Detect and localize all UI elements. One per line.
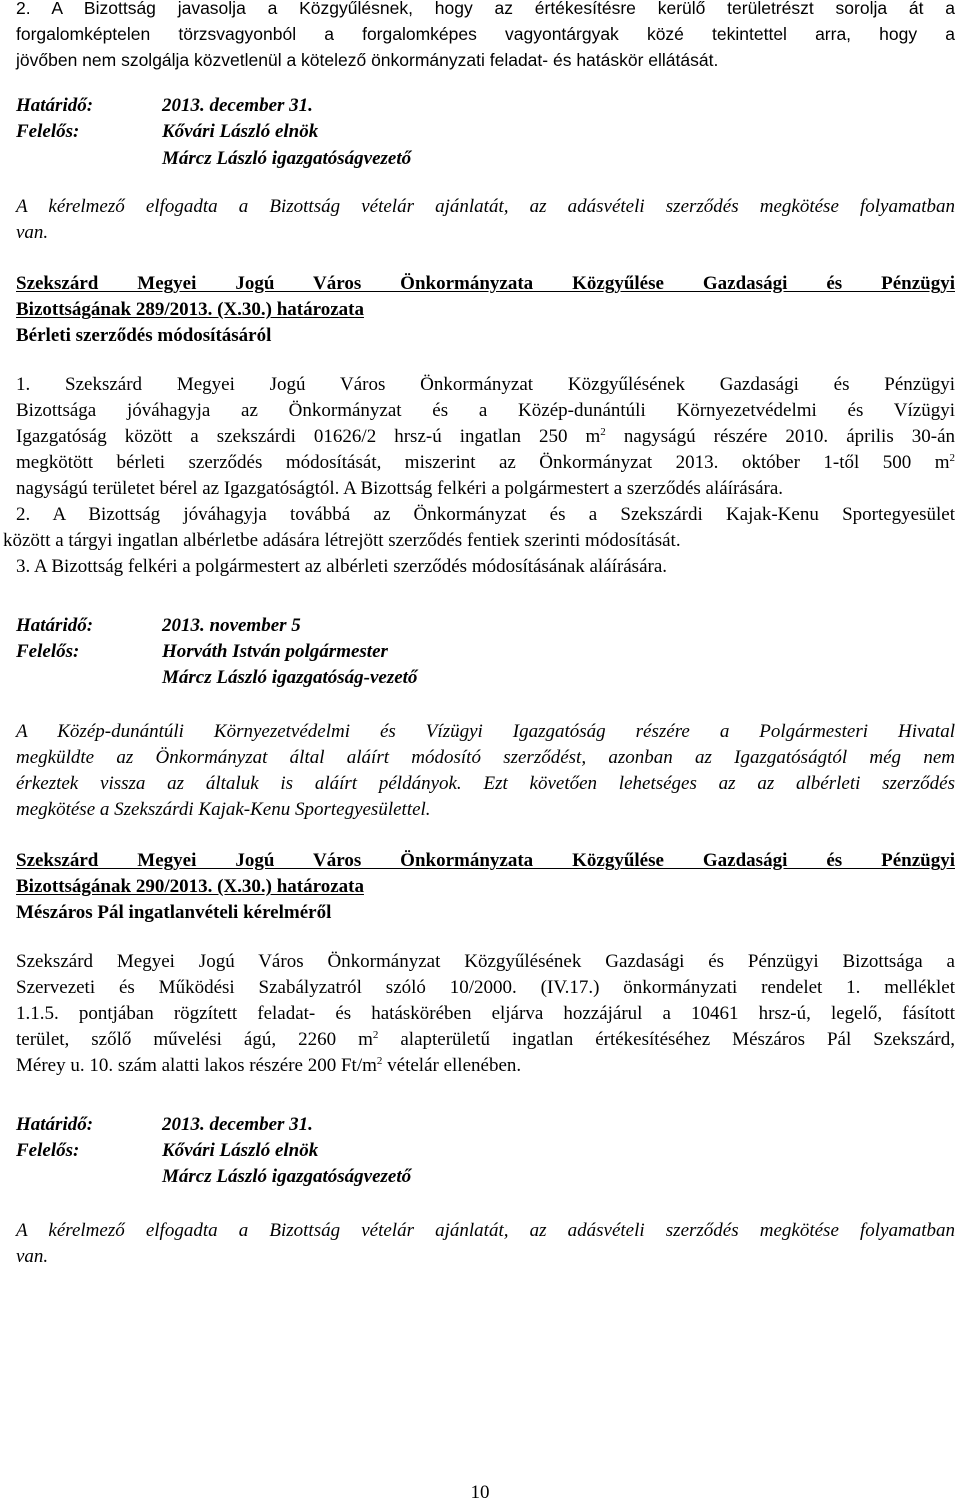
paragraph-line: 1.1.5. pontjában rögzített feladat- és hatáskörében eljárva hozzájárul a 10461 hrsz-ú, legelő, fásított xyxy=(16,1003,955,1024)
deadline-row xyxy=(16,1112,955,1138)
deadline-row xyxy=(16,93,955,119)
note-line: A Közép-dunántúli Környezetvédelmi és Vízügyi Igazgatóság részére a Polgármesteri Hivatal xyxy=(16,721,955,742)
paragraph-line: terület, szőlő művelési ágú, 2260 $m^2$ alapterületű ingatlan értékesítéséhez Mészáros Pál Szekszárd, xyxy=(16,1029,955,1050)
deadline-row xyxy=(16,613,955,639)
paragraph-line: Bizottsága jóváhagyja az Önkormányzat és a Közép-dunántúli Környezetvédelmi és Vízügyi xyxy=(16,400,955,421)
responsible-person: Kővári László elnök xyxy=(162,1140,319,1161)
paragraph-line: 1. Szekszárd Megyei Jogú Város Önkormányzat Közgyűlésének Gazdasági és Pénzügyi xyxy=(16,374,955,395)
paragraph-line: Szervezeti és Működési Szabályzatról szóló 10/2000. (IV.17.) önkormányzati rendelet 1. melléklet xyxy=(16,977,955,998)
paragraph-line: megkötött bérleti szerződés módosítását, miszerint az Önkormányzat 2013. október 1-től 500 $m^2$ xyxy=(16,452,955,473)
resolution-header: Bizottságának 290/2013. (X.30.) határozata xyxy=(16,876,364,897)
deadline-label: Határidő: xyxy=(16,1114,94,1135)
note-line: megkötése a Szekszárdi Kajak-Kenu Sportegyesülettel. xyxy=(16,799,431,820)
responsible-row xyxy=(16,639,955,665)
deadline-date: 2013. december 31. xyxy=(162,95,313,116)
paragraph-line: Igazgatóság között a szekszárdi 01626/2 hrsz-ú ingatlan 250 $m^2$ nagyságú részére 2010. április 30-án xyxy=(16,426,956,447)
note-line: A kérelmező elfogadta a Bizottság vételár ajánlatát, az adásvételi szerződés megkötése folyamatban xyxy=(16,1220,955,1241)
page-number: 10 xyxy=(470,1482,490,1503)
deadline-date: 2013. december 31. xyxy=(162,1114,313,1135)
responsible-person: Kővári László elnök xyxy=(162,121,319,142)
deadline-label: Határidő: xyxy=(16,615,94,636)
deadline-label: Határidő: xyxy=(16,95,94,116)
resolution-header: Bizottságának 289/2013. (X.30.) határozata xyxy=(16,299,364,320)
responsible-label: Felelős: xyxy=(16,121,80,142)
resolution-header: Szekszárd Megyei Jogú Város Önkormányzata Közgyűlése Gazdasági és Pénzügyi xyxy=(16,273,955,294)
responsible-person: Márcz László igazgatóságvezető xyxy=(162,1166,412,1187)
responsible-label: Felelős: xyxy=(16,1140,80,1161)
paragraph-line: között a tárgyi ingatlan albérletbe adására létrejött szerződés fentiek szerinti módosítását. xyxy=(3,530,681,551)
note-line: van. xyxy=(16,1246,49,1267)
paragraph-line: 3. A Bizottság felkéri a polgármestert az albérleti szerződés módosításának aláírására. xyxy=(16,556,668,577)
paragraph-line: Mérey u. 10. szám alatti lakos részére 200 $Ft/m^2$ vételár ellenében. xyxy=(16,1055,522,1076)
responsible-row xyxy=(16,1138,955,1164)
responsible-person: Horváth István polgármester xyxy=(162,641,388,662)
responsible-label: Felelős: xyxy=(16,641,80,662)
paragraph-line: nagyságú területet bérel az Igazgatóságtól. A Bizottság felkéri a polgármestert a szerződés aláírására. xyxy=(16,478,784,499)
paragraph-line: Szekszárd Megyei Jogú Város Önkormányzat Közgyűlésének Gazdasági és Pénzügyi Bizottsága a xyxy=(16,951,955,972)
resolution-subject: Bérleti szerződés módosításáról xyxy=(16,325,272,346)
note-line: megküldte az Önkormányzat által aláírt módosító szerződést, azonban az Igazgatóságtól még nem xyxy=(16,747,955,768)
note-line: van. xyxy=(16,222,49,243)
responsible-person: Márcz László igazgatóságvezető xyxy=(162,148,412,169)
responsible-row xyxy=(16,119,955,145)
responsible-person: Márcz László igazgatóság-vezető xyxy=(162,667,418,688)
paragraph-line: forgalomképtelen törzsvagyonból a forgalomképes vagyontárgyak közé tekintettel arra, hogy a xyxy=(16,24,955,44)
note-line: A kérelmező elfogadta a Bizottság vételár ajánlatát, az adásvételi szerződés megkötése folyamatban xyxy=(16,196,955,217)
deadline-date: 2013. november 5 xyxy=(162,615,301,636)
resolution-subject: Mészáros Pál ingatlanvételi kérelméről xyxy=(16,902,332,923)
paragraph-line: 2. A Bizottság javasolja a Közgyűlésnek, hogy az értékesítésre kerülő területrészt sorolja át a xyxy=(16,0,955,18)
resolution-header: Szekszárd Megyei Jogú Város Önkormányzata Közgyűlése Gazdasági és Pénzügyi xyxy=(16,850,955,871)
paragraph-line: jövőben nem szolgálja közvetlenül a kötelező önkormányzati feladat- és hatáskör ellátását. xyxy=(16,50,719,70)
paragraph-line: 2. A Bizottság jóváhagyja továbbá az Önkormányzat és a Szekszárdi Kajak-Kenu Sportegyesület xyxy=(16,504,955,525)
note-line: érkeztek vissza az általuk is aláírt példányok. Ezt követően lehetséges az az albérleti szerződés xyxy=(16,773,955,794)
